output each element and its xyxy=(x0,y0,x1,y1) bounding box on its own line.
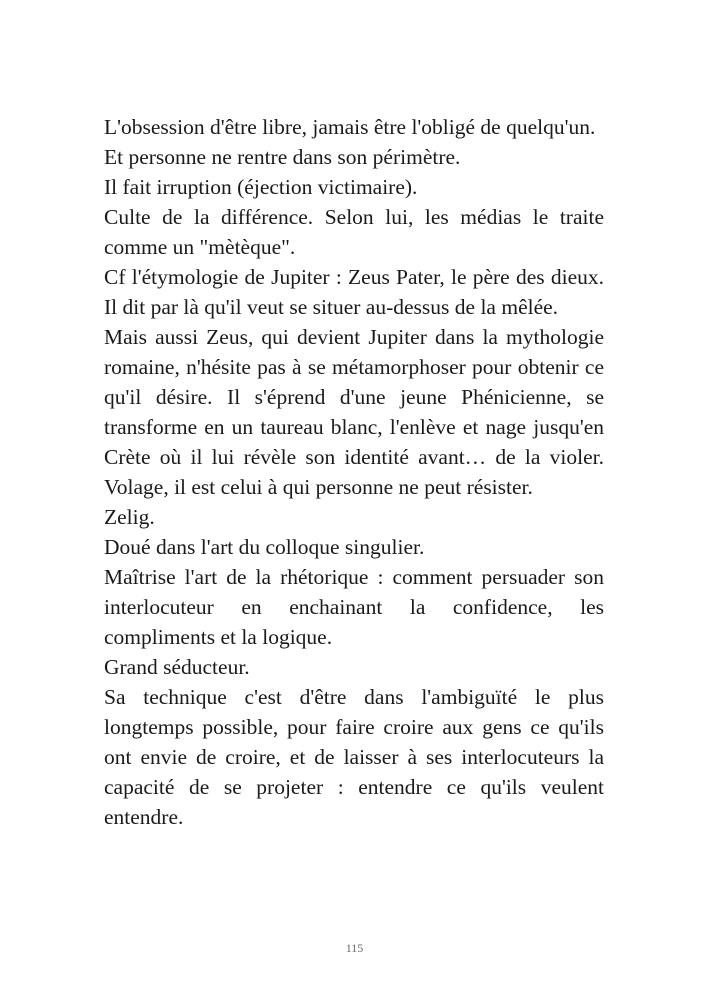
page-number: 115 xyxy=(345,941,364,955)
paragraph-7: Zelig. xyxy=(104,505,155,529)
paragraph-4: Culte de la différence. Selon lui, les médias le traite comme un "mètèque". xyxy=(104,205,604,259)
paragraph-10: Grand séducteur. xyxy=(104,655,250,679)
paragraph-9: Maîtrise l'art de la rhétorique : comment persuader son interlocuteur en enchainant la confidence, les compliments et la logique. xyxy=(104,565,604,649)
body-text xyxy=(104,112,604,832)
paragraph-8: Doué dans l'art du colloque singulier. xyxy=(104,535,425,559)
paragraph-2: Et personne ne rentre dans son périmètre. xyxy=(104,145,461,169)
paragraph-1: L'obsession d'être libre, jamais être l'obligé de quelqu'un. xyxy=(104,115,596,139)
paragraph-3: Il fait irruption (éjection victimaire). xyxy=(104,175,418,199)
paragraph-11: Sa technique c'est d'être dans l'ambiguïté le plus longtemps possible, pour faire croire aux gens ce qu'ils ont envie de croire, et de laisser à ses interlocuteurs la capacité de se projeter : entendre ce qu'ils veulent entendre. xyxy=(104,685,604,829)
paragraph-5: Cf l'étymologie de Jupiter : Zeus Pater, le père des dieux. Il dit par là qu'il veut se situer au-dessus de la mêlée. xyxy=(104,265,604,319)
paragraph-6: Mais aussi Zeus, qui devient Jupiter dans la mythologie romaine, n'hésite pas à se métamorphoser pour obtenir ce qu'il désire. Il s'éprend d'une jeune Phénicienne, se transforme en un taureau blanc, l'enlève et nage jusqu'en Crète où il lui révèle son identité avant… de la violer. Volage, il est celui à qui personne ne peut résister. xyxy=(104,325,604,499)
